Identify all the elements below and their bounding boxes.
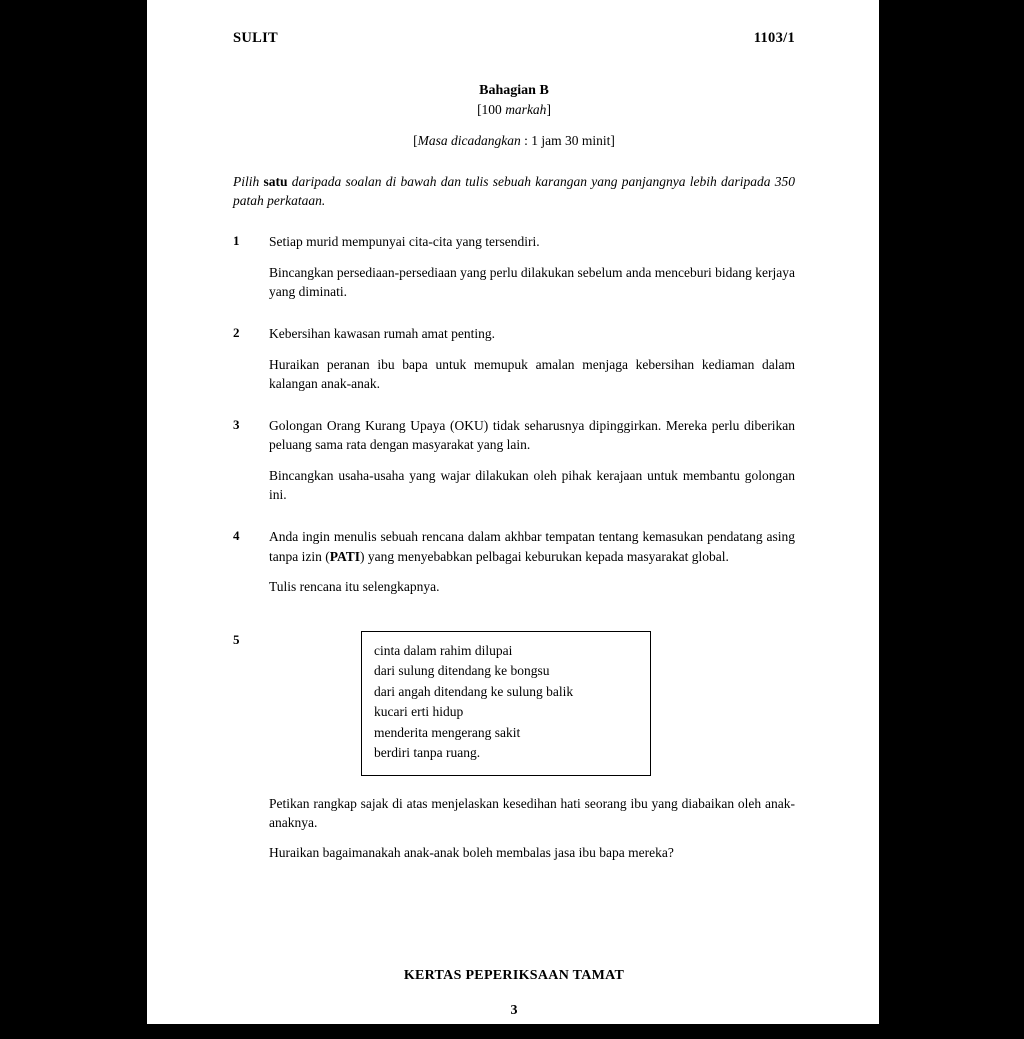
- poem-line: berdiri tanpa ruang.: [374, 745, 481, 761]
- poem-line: dari angah ditendang ke sulung balik: [374, 683, 574, 699]
- question-5-body: [269, 794, 795, 863]
- question-item-2: [233, 324, 795, 394]
- question-paragraph: [269, 527, 795, 566]
- q4-part2: ) yang menyebabkan pelbagai keburukan kepada masyarakat global.: [359, 548, 729, 564]
- section-marks: [233, 102, 795, 118]
- section-title: Bahagian B: [479, 83, 549, 98]
- section-title-block: [233, 83, 795, 149]
- question-number: 3: [233, 416, 240, 432]
- page-footer: [233, 1022, 795, 1039]
- marks-italic: markah: [505, 102, 547, 117]
- question-number: 2: [233, 325, 240, 340]
- page-header: [233, 30, 795, 47]
- poem-box: [361, 631, 651, 776]
- question-number: 1: [233, 233, 240, 249]
- instruction-text: [233, 172, 795, 210]
- section-time: [233, 133, 795, 149]
- q4-bold-term: PATI: [329, 548, 360, 564]
- question-body: [269, 416, 795, 505]
- footer-left-code: 1103/1: [233, 1022, 275, 1039]
- footer-right-label: SULIT: [749, 1022, 795, 1039]
- question-item-5: [233, 631, 795, 776]
- page-content: [233, 30, 795, 1039]
- question-paragraph: Bincangkan usaha-usaha yang wajar dilakukan oleh pihak kerajaan untuk membantu golongan ini.: [269, 467, 795, 503]
- question-paragraph: Tulis rencana itu selengkapnya.: [269, 579, 440, 595]
- footer-page-number: 3: [510, 1003, 518, 1019]
- page-footer-wrap: [233, 1003, 795, 1039]
- marks-prefix: [100: [477, 102, 506, 117]
- header-right-code: 1103/1: [753, 30, 795, 46]
- instruction-part2: daripada soalan di bawah dan tulis sebuah karangan yang panjangnya lebih daripada 350 patah perkataan.: [233, 174, 795, 209]
- question-paragraph: Huraikan bagaimanakah anak-anak boleh membalas jasa ibu bapa mereka?: [269, 844, 674, 860]
- poem-line: menderita mengerang sakit: [374, 724, 521, 740]
- time-suffix: : 1 jam 30 minit]: [520, 133, 615, 148]
- header-left-label: SULIT: [233, 30, 279, 46]
- instruction-part1: Pilih: [233, 174, 264, 189]
- q4-part1: Anda ingin menulis sebuah rencana dalam akhbar tempatan tentang kemasukan pendatang asing tanpa izin (: [269, 528, 795, 564]
- question-paragraph: Kebersihan kawasan rumah amat penting.: [269, 326, 496, 341]
- question-number: 5: [233, 631, 240, 647]
- marks-suffix: ]: [546, 102, 551, 117]
- time-italic: Masa dicadangkan: [417, 133, 521, 148]
- question-item-4: [233, 527, 795, 597]
- question-paragraph: Golongan Orang Kurang Upaya (OKU) tidak seharusnya dipinggirkan. Mereka perlu diberikan peluang sama rata dengan masyarakat yang lain.: [269, 417, 795, 453]
- poem-line: kucari erti hidup: [374, 704, 464, 720]
- question-body: [269, 527, 795, 597]
- poem-line: dari sulung ditendang ke bongsu: [374, 663, 550, 679]
- question-number: 4: [233, 527, 240, 543]
- poem-line: cinta dalam rahim dilupai: [374, 642, 513, 658]
- question-item-1: [233, 232, 795, 302]
- question-body: [269, 232, 795, 302]
- question-paragraph: Petikan rangkap sajak di atas menjelaskan kesedihan hati seorang ibu yang diabaikan oleh anak-anaknya.: [269, 795, 795, 831]
- time-prefix: [: [413, 133, 418, 148]
- question-body: [269, 324, 795, 394]
- document-page: [147, 0, 879, 1039]
- question-item-3: [233, 416, 795, 505]
- question-paragraph: Bincangkan persediaan-persediaan yang perlu dilakukan sebelum anda menceburi bidang kerjaya yang diminati.: [269, 264, 795, 300]
- question-paragraph: Setiap murid mempunyai cita-cita yang tersendiri.: [269, 234, 540, 250]
- end-of-paper-note: KERTAS PEPERIKSAAN TAMAT: [403, 968, 625, 984]
- instruction-bold: satu: [263, 174, 288, 189]
- question-paragraph: Huraikan peranan ibu bapa untuk memupuk amalan menjaga kebersihan kediaman dalam kalangan anak-anak.: [269, 356, 795, 392]
